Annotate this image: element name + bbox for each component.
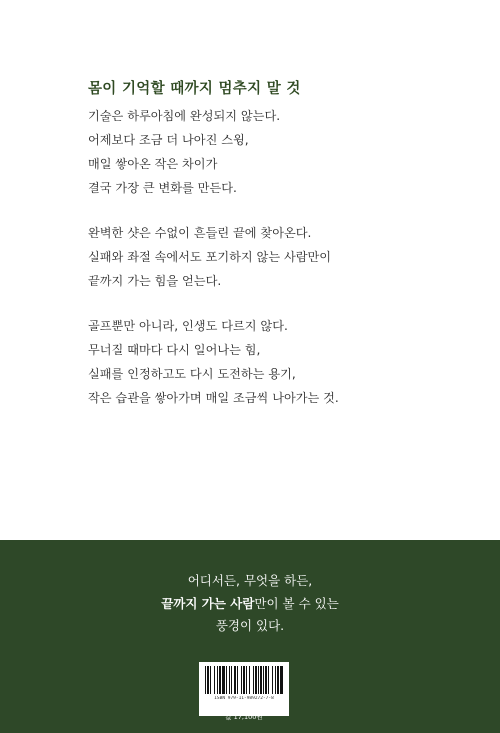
barcode-bar <box>226 666 227 694</box>
poem-line: 기술은 하루아침에 완성되지 않는다. <box>88 109 281 123</box>
barcode-bar <box>207 666 209 694</box>
stanza-2 <box>88 221 339 293</box>
tagline-rest: 만이 볼 수 있는 <box>254 595 339 611</box>
poem-line: 골프뿐만 아니라, 인생도 다르지 않다. <box>88 319 288 333</box>
barcode-bar <box>277 666 279 694</box>
poem-line: 작은 습관을 쌓아가며 매일 조금씩 나아가는 것. <box>88 391 339 405</box>
barcode-bar <box>280 666 283 694</box>
barcode-bar <box>255 666 257 694</box>
barcode-bar <box>265 666 267 694</box>
barcode-bar <box>272 666 273 694</box>
barcode-bar <box>229 666 230 694</box>
barcode-bar <box>234 666 236 694</box>
barcode-bar <box>241 666 242 694</box>
barcode-bar <box>243 666 245 694</box>
barcode-bar <box>260 666 262 694</box>
tagline-emphasis: 끝까지 가는 사람 <box>161 595 255 611</box>
barcode-bar <box>222 666 225 694</box>
barcode-bar <box>219 666 221 694</box>
barcode-bars <box>199 662 289 696</box>
barcode-bar <box>237 666 238 694</box>
barcode-bar <box>246 666 247 694</box>
back-cover-footer <box>0 540 500 733</box>
barcode-bar <box>268 666 269 694</box>
stanza-3 <box>88 314 339 410</box>
poem-line: 무너질 때마다 다시 일어나는 힘, <box>88 343 261 357</box>
tagline-line: 어디서든, 무엇을 하든, <box>187 573 313 588</box>
price-label: 값 17,100원 <box>225 713 263 721</box>
poem-line: 결국 가장 큰 변화를 만든다. <box>88 181 237 195</box>
barcode-bar <box>253 666 254 694</box>
barcode-bar <box>210 666 211 694</box>
poem-line: 매일 쌓아온 작은 차이가 <box>88 157 218 171</box>
barcode-bar <box>217 666 218 694</box>
poem-line: 어제보다 조금 더 나아진 스윙, <box>88 133 249 147</box>
isbn-text: ISBN 979-11-989272-7-8 <box>214 696 274 701</box>
barcode-bar <box>205 666 206 694</box>
barcode-icon <box>199 662 289 716</box>
poem-line: 완벽한 샷은 수없이 흔들린 끝에 찾아온다. <box>88 226 312 240</box>
barcode-bar <box>249 666 250 694</box>
barcode-bar <box>263 666 264 694</box>
cover-heading: 몸이 기억할 때까지 멈추지 말 것 <box>88 81 301 97</box>
barcode-bar <box>214 666 215 694</box>
poem-line: 끝까지 가는 힘을 얻는다. <box>88 274 222 288</box>
stanza-1 <box>88 104 339 200</box>
tagline <box>0 570 500 638</box>
poem-body <box>88 104 339 431</box>
barcode-bar <box>258 666 259 694</box>
poem-line: 실패와 좌절 속에서도 포기하지 않는 사람만이 <box>88 250 332 264</box>
barcode-bar <box>275 666 276 694</box>
poem-line: 실패를 인정하고도 다시 도전하는 용기, <box>88 367 296 381</box>
tagline-line: 풍경이 있다. <box>215 618 285 633</box>
barcode-bar <box>231 666 232 694</box>
tagline-line <box>0 593 500 616</box>
